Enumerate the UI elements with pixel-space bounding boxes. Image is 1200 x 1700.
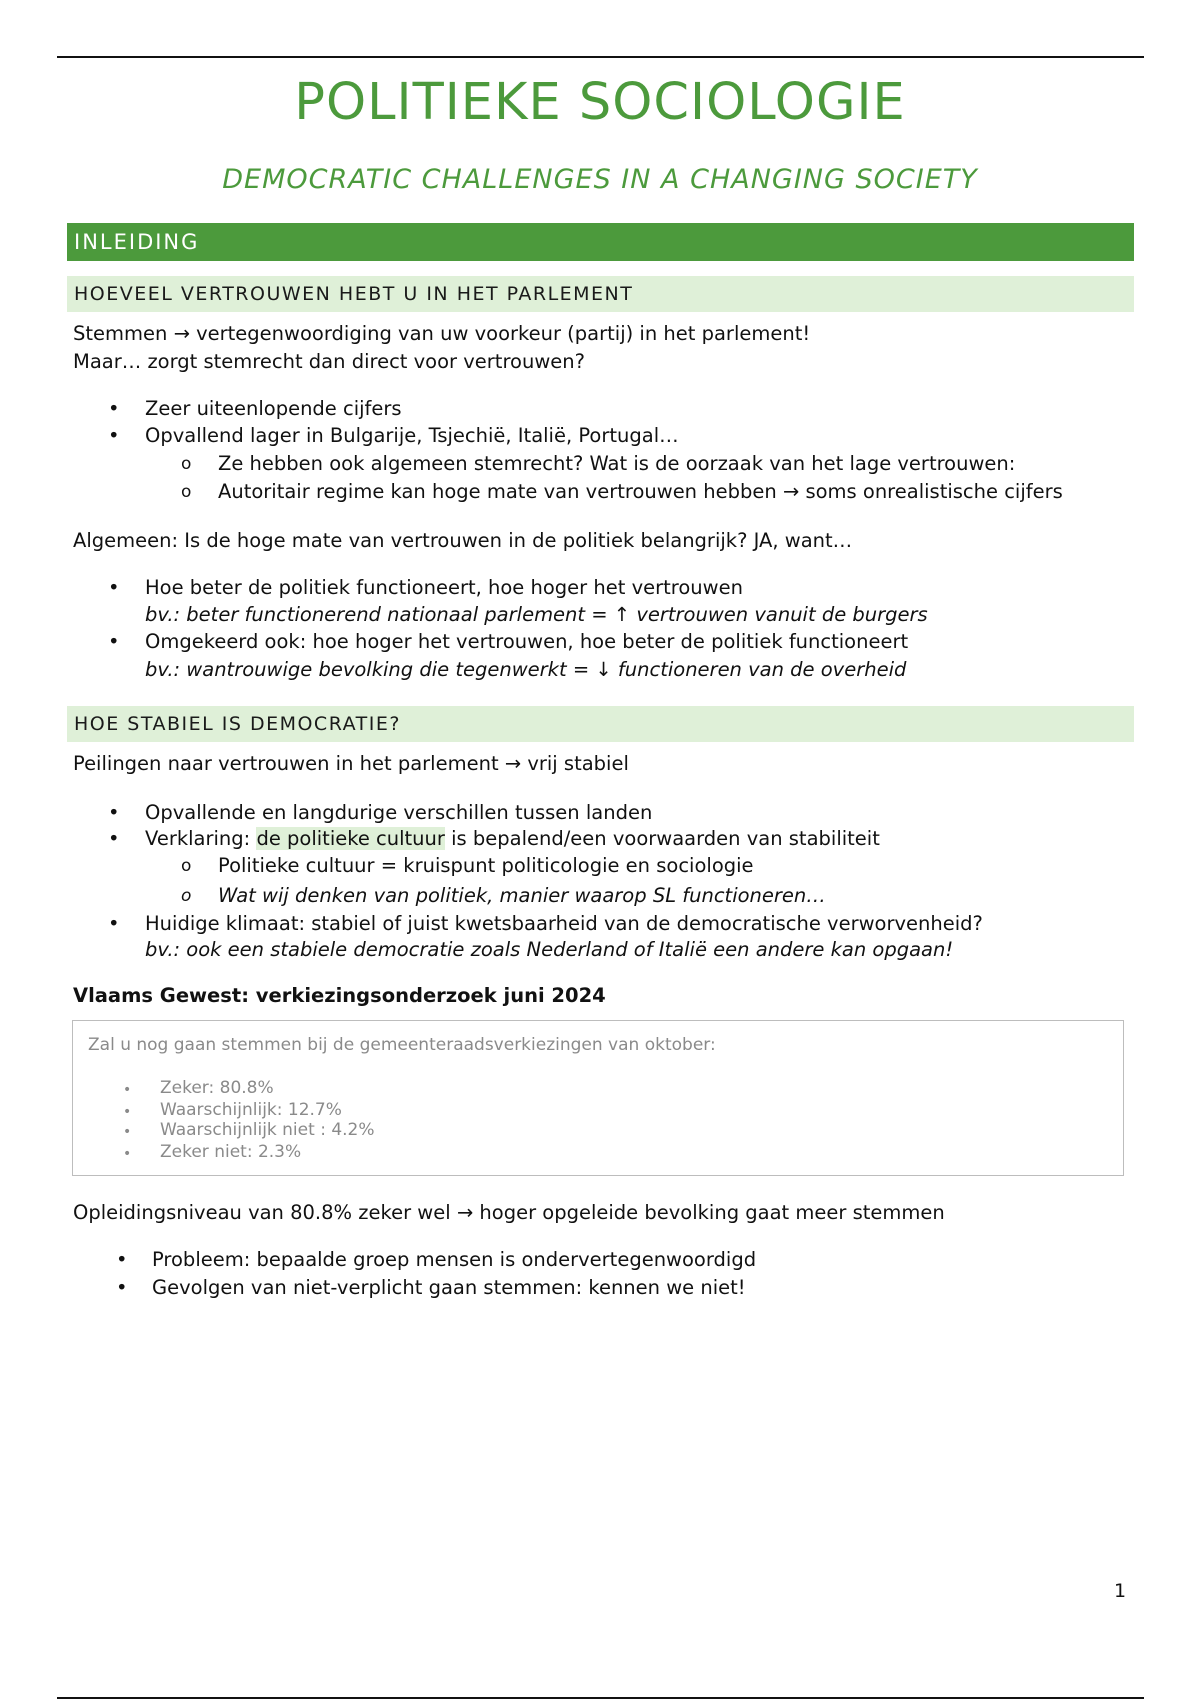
paragraph: Opleidingsniveau van 80.8% zeker wel → hoger opgeleide bevolking gaat meer stemmen <box>73 1201 945 1224</box>
survey-box <box>72 1020 1124 1176</box>
list-item-suffix: is bepalend/een voorwaarden van stabiliteit <box>444 827 880 850</box>
sub-bullet-icon: o <box>181 886 192 906</box>
list-item: Opvallende en langdurige verschillen tussen landen <box>145 801 653 824</box>
page-title: POLITIEKE SOCIOLOGIE <box>294 73 906 132</box>
list-item-prefix: Verklaring: <box>145 827 257 850</box>
paragraph: Algemeen: Is de hoge mate van vertrouwen in de politiek belangrijk? JA, want… <box>73 529 853 552</box>
bullet-icon: • <box>123 1146 132 1162</box>
survey-answer: Waarschijnlijk niet : 4.2% <box>160 1120 375 1140</box>
list-item-example: bv.: wantrouwige bevolking die tegenwerkt = ↓ functioneren van de overheid <box>145 658 907 681</box>
bullet-icon: • <box>108 397 120 420</box>
bullet-icon: • <box>123 1082 132 1098</box>
survey-answer: Waarschijnlijk: 12.7% <box>160 1100 342 1120</box>
sub-bullet-icon: o <box>181 856 192 876</box>
sub-list-item: Wat wij denken van politiek, manier waarop SL functioneren… <box>218 884 826 907</box>
paragraph: Maar… zorgt stemrecht dan direct voor vertrouwen? <box>73 350 585 373</box>
survey-answer: Zeker: 80.8% <box>160 1078 274 1098</box>
bullet-icon: • <box>108 801 120 824</box>
sub-bullet-icon: o <box>181 482 192 502</box>
list-item: Huidige klimaat: stabiel of juist kwetsbaarheid van de democratische verworvenheid? <box>145 912 983 935</box>
subsection-heading-stability: HOE STABIEL IS DEMOCRATIE? <box>67 706 1134 742</box>
bullet-icon: • <box>108 912 120 935</box>
highlighted-term: de politieke cultuur <box>256 827 445 850</box>
survey-title: Vlaams Gewest: verkiezingsonderzoek juni 2024 <box>73 984 606 1007</box>
section-heading-intro: INLEIDING <box>67 223 1134 261</box>
survey-answer: Zeker niet: 2.3% <box>160 1142 302 1162</box>
bullet-icon: • <box>108 630 120 653</box>
sub-list-item: Ze hebben ook algemeen stemrecht? Wat is de oorzaak van het lage vertrouwen: <box>218 452 1016 475</box>
list-item: Gevolgen van niet-verplicht gaan stemmen: kennen we niet! <box>152 1276 746 1299</box>
sub-list-item: Autoritair regime kan hoge mate van vertrouwen hebben → soms onrealistische cijfers <box>218 480 1063 503</box>
list-item: Hoe beter de politiek functioneert, hoe hoger het vertrouwen <box>145 576 743 599</box>
bullet-icon: • <box>123 1104 132 1120</box>
page-number: 1 <box>1114 1580 1127 1602</box>
page-subtitle: DEMOCRATIC CHALLENGES IN A CHANGING SOCIETY <box>222 164 978 195</box>
list-item: Omgekeerd ook: hoe hoger het vertrouwen, hoe beter de politiek functioneert <box>145 630 909 653</box>
survey-question: Zal u nog gaan stemmen bij de gemeenteraadsverkiezingen van oktober: <box>88 1035 716 1055</box>
list-item: Zeer uiteenlopende cijfers <box>145 397 402 420</box>
sub-bullet-icon: o <box>181 454 192 474</box>
bullet-icon: • <box>116 1248 128 1271</box>
paragraph: Peilingen naar vertrouwen in het parlement → vrij stabiel <box>73 752 629 775</box>
bullet-icon: • <box>123 1124 132 1140</box>
bullet-icon: • <box>108 576 120 599</box>
subsection-heading-trust: HOEVEEL VERTROUWEN HEBT U IN HET PARLEMENT <box>67 276 1134 312</box>
list-item: Opvallend lager in Bulgarije, Tsjechië, Italië, Portugal… <box>145 424 679 447</box>
list-item <box>145 826 880 852</box>
sub-list-item: Politieke cultuur = kruispunt politicologie en sociologie <box>218 854 754 877</box>
bottom-rule <box>57 1697 1144 1699</box>
bullet-icon: • <box>116 1276 128 1299</box>
top-rule <box>57 56 1144 58</box>
paragraph: Stemmen → vertegenwoordiging van uw voorkeur (partij) in het parlement! <box>73 322 811 345</box>
bullet-icon: • <box>108 827 120 850</box>
list-item-example: bv.: beter functionerend nationaal parlement = ↑ vertrouwen vanuit de burgers <box>145 603 928 626</box>
list-item: Probleem: bepaalde groep mensen is ondervertegenwoordigd <box>152 1248 757 1271</box>
list-item-example: bv.: ook een stabiele democratie zoals Nederland of Italië een andere kan opgaan! <box>145 938 954 961</box>
bullet-icon: • <box>108 424 120 447</box>
